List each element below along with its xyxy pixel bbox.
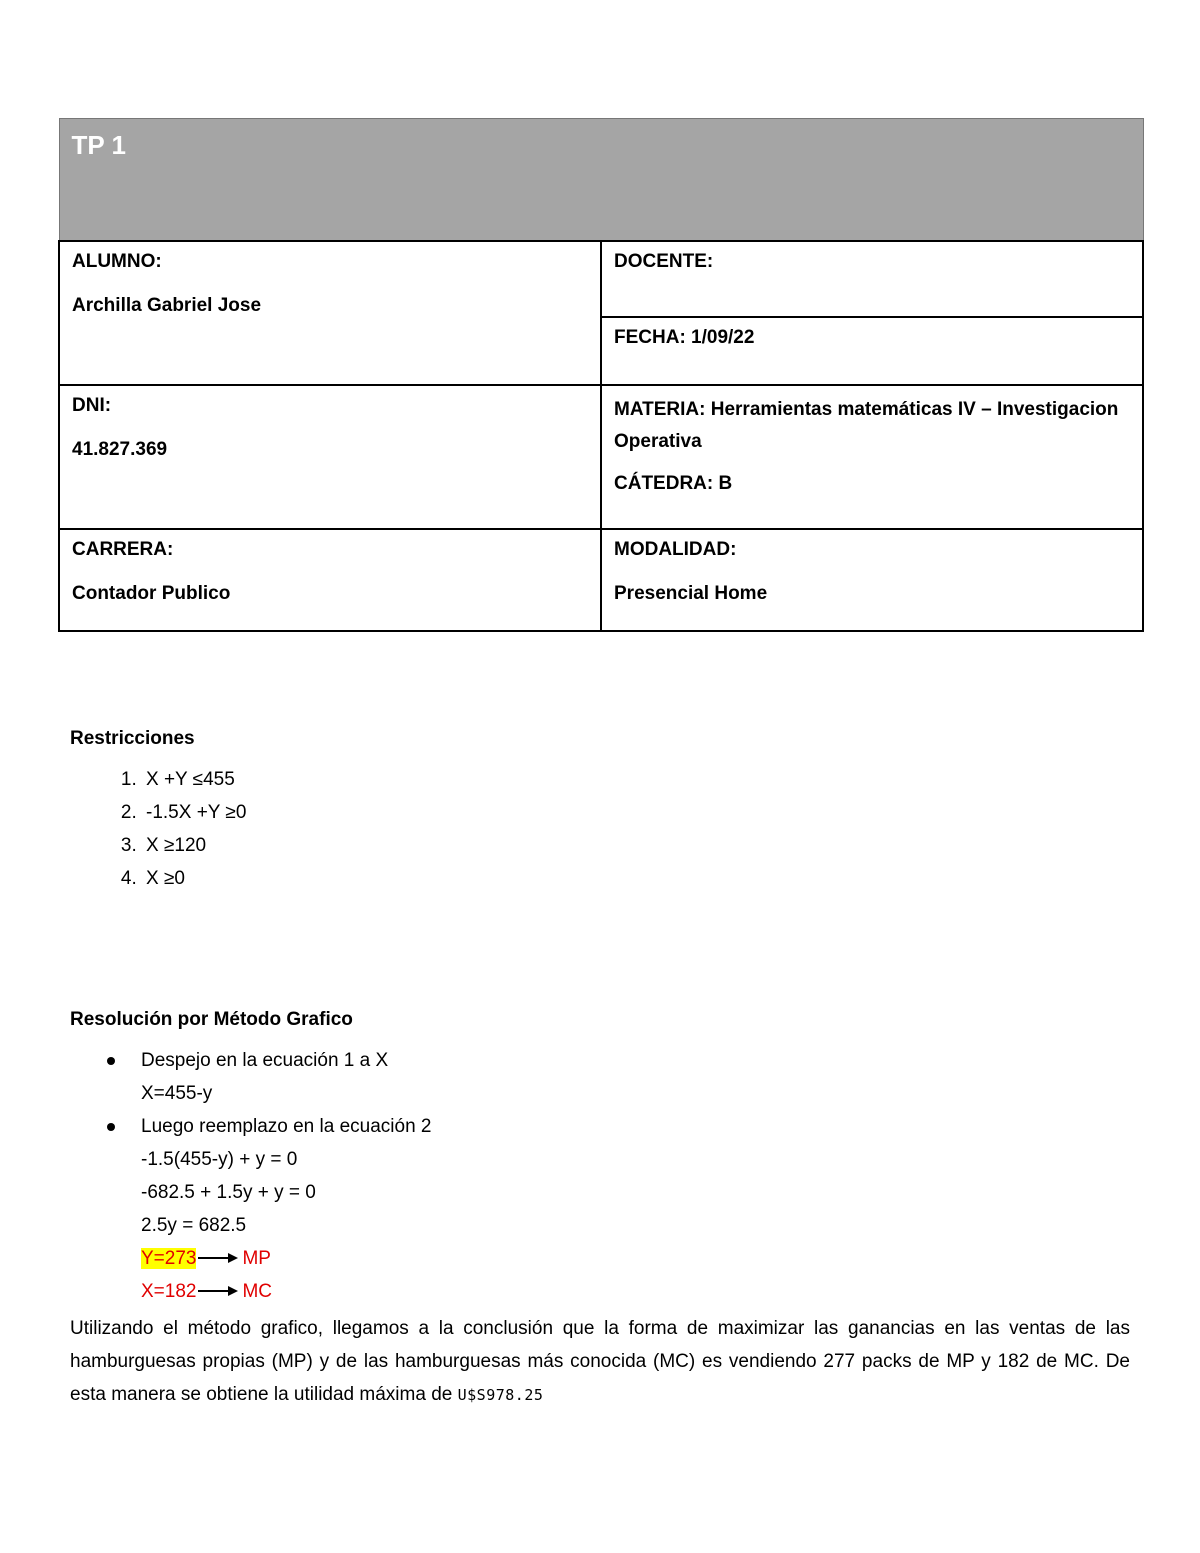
carrera-cell — [59, 529, 601, 631]
restricciones-title: Restricciones — [70, 728, 195, 749]
x-tag: MC — [242, 1281, 273, 1302]
list-item: 4. X ≥0 — [142, 862, 1130, 895]
materia-text: MATERIA: Herramientas matemáticas IV – Investigacion Operativa — [614, 399, 1119, 452]
y-result-line — [141, 1242, 1130, 1275]
equation: -1.5(455-y) + y = 0 — [141, 1149, 298, 1170]
y-tag: MP — [242, 1248, 271, 1269]
list-item: 3. X ≥120 — [142, 829, 1130, 862]
resolucion-steps — [70, 1044, 1130, 1308]
utility-amount: U$S978.25 — [457, 1386, 544, 1404]
materia-cell — [601, 385, 1143, 529]
catedra-text: CÁTEDRA: B — [614, 473, 733, 494]
conclusion-paragraph — [70, 1312, 1130, 1412]
list-item: 2. -1.5X +Y ≥0 — [142, 796, 1130, 829]
header-table — [58, 118, 1144, 632]
bullet-icon — [107, 1123, 115, 1131]
bullet-icon — [107, 1057, 115, 1065]
x-result-line — [141, 1275, 1130, 1308]
docente-label: DOCENTE: — [614, 251, 714, 272]
docente-cell — [601, 241, 1143, 317]
fecha-text: FECHA: 1/09/22 — [614, 327, 755, 348]
dni-cell — [59, 385, 601, 529]
equation: -682.5 + 1.5y + y = 0 — [141, 1182, 316, 1203]
modalidad-value: Presencial Home — [614, 582, 768, 604]
title-cell — [59, 119, 1143, 242]
equation: 2.5y = 682.5 — [141, 1215, 247, 1236]
dni-label: DNI: — [72, 395, 112, 416]
list-item — [141, 1044, 1130, 1110]
arrow-right-icon — [198, 1250, 238, 1266]
dni-value: 41.827.369 — [72, 438, 168, 460]
arrow-right-icon — [198, 1283, 238, 1299]
carrera-label: CARRERA: — [72, 539, 174, 560]
list-item — [141, 1110, 1130, 1308]
step-text: Despejo en la ecuación 1 a X — [141, 1050, 389, 1071]
carrera-value: Contador Publico — [72, 582, 231, 604]
step-text: Luego reemplazo en la ecuación 2 — [141, 1116, 432, 1137]
modalidad-cell — [601, 529, 1143, 631]
alumno-cell — [59, 241, 601, 385]
equation: X=455-y — [141, 1083, 213, 1104]
document-title: TP 1 — [71, 130, 126, 160]
document-body — [70, 722, 1130, 1431]
x-result: X=182 — [141, 1281, 197, 1302]
alumno-value: Archilla Gabriel Jose — [72, 294, 262, 316]
modalidad-label: MODALIDAD: — [614, 539, 737, 560]
y-result: Y=273 — [141, 1248, 197, 1269]
alumno-label: ALUMNO: — [72, 251, 162, 272]
fecha-cell — [601, 317, 1143, 385]
resolucion-title: Resolución por Método Grafico — [70, 1009, 353, 1030]
list-item: 1. X +Y ≤455 — [142, 763, 1130, 796]
conclusion-text: Utilizando el método grafico, llegamos a la conclusión que la forma de maximizar las ganancias en las ventas de las hamburguesas propias (MP) y de las hamburguesas más conocida (MC) es vendiendo 277 packs de MP y 182 de MC. De esta manera se obtiene la utilidad máxima de — [70, 1318, 1130, 1405]
restricciones-list — [70, 763, 1130, 895]
